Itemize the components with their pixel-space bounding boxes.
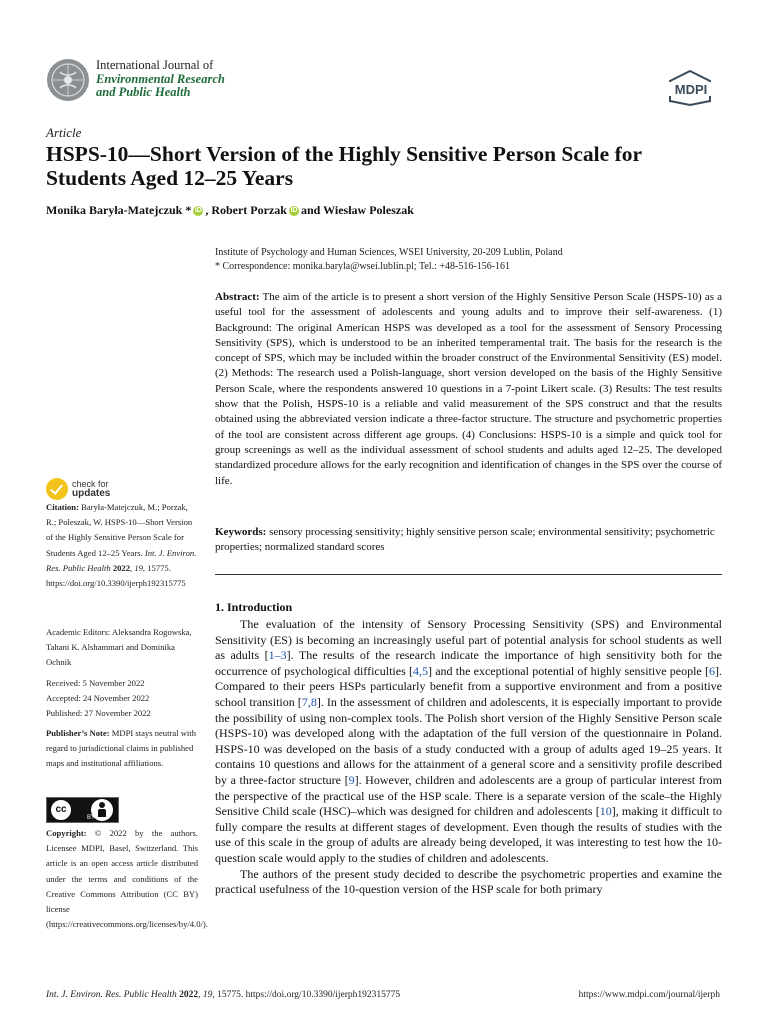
copyright-label: Copyright:	[46, 828, 87, 838]
citation-link[interactable]: 10	[599, 804, 612, 819]
footer-doi[interactable]: , 15775. https://doi.org/10.3390/ijerph192315775	[212, 990, 401, 1000]
citation	[46, 500, 198, 591]
keywords	[215, 525, 722, 556]
citation-link[interactable]: 9	[348, 772, 355, 787]
author-name[interactable]: Monika Baryła-Matejczuk *	[46, 203, 192, 217]
check-updates-line1: check for	[72, 478, 109, 489]
citation-text: Baryła-Matejczuk, M.; Porzak, R.; Poleszak, W. HSPS-10—Short Version of the Highly Sensitive Person Scale for Students Aged 12–25 Years.	[46, 502, 193, 558]
academic-editors: Academic Editors: Aleksandra Rogowska, Tahani K. Alshammari and Dominika Ochnik	[46, 627, 192, 668]
journal-name-line3: and Public Health	[96, 85, 191, 99]
citation-label: Citation:	[46, 502, 79, 512]
by-label: BY	[87, 815, 96, 821]
cc-icon: cc	[49, 798, 73, 822]
publisher-note	[46, 726, 198, 772]
footer-year: 2022	[176, 990, 199, 1000]
footer-volume: , 19	[198, 990, 213, 1000]
paragraph: The authors of the present study decided to describe the psychometric properties and examine the practical usefulness of the 10-question version of the HSP scale for both primary	[215, 866, 722, 897]
copyright	[46, 826, 208, 932]
paragraph: The evaluation of the intensity of Sensory Processing Sensitivity (SPS) and Environmental Sensitivity (ES) is becoming an increasingly useful part of potential analysis for school students as well as adults [1–3]. The results of the research indicate the importance of high sensitivity both for the occurrence of psychological difficulties [4,5] and the exceptional potential of highly sensitive people [6]. Compared to their peers HSPs particularly benefit from a supportive environment and from a positive school transition [7,8]. In the assessment of children and adolescents, it is especially important to provide the possibility of using non-complex tools. The Polish short version of the Highly Sensitive Person scale (HSPS-10) was developed along with the adaptation of the full version of the questionnaire in Poland. HSPS-10 was developed on the basis of a study conducted with a group of adults aged 19–25 years. It contains 10 questions and allows for the attainment of a general score and a sensitivity profile described by a three-factor structure [9]. However, children and adolescents are a group of particular interest from the perspective of the practical use of the HSP scale. There is a separate version of the scale–the Highly Sensitive Child scale (HSC)–which was designed for children and adolescents [10], making it difficult to fully compare the results at different stages of development. Even though the results of studies with the use of this scale in the group of adults are already being developed, it was interesting to test how the 10-question scale would apply to the studies of children and adolescents.	[215, 617, 723, 865]
correspondence: * Correspondence: monika.baryla@wsei.lublin.pl; Tel.: +48-516-156-161	[215, 261, 511, 272]
author-name[interactable]: and Wiesław Poleszak	[300, 203, 414, 217]
received-date: Received: 5 November 2022	[46, 678, 145, 688]
check-updates-line2: updates	[72, 488, 111, 499]
author-name[interactable]: , Robert Porzak	[205, 203, 287, 217]
orcid-icon[interactable]: iD	[290, 206, 298, 214]
article-type: Article	[46, 125, 82, 140]
check-icon	[46, 478, 68, 500]
citation-link[interactable]: 6	[709, 663, 715, 678]
abstract-label: Abstract:	[215, 291, 260, 303]
cc-by-license-badge[interactable]	[46, 797, 119, 823]
journal-logo-icon	[46, 58, 90, 102]
orcid-icon[interactable]: iD	[194, 206, 202, 214]
footer-citation	[46, 990, 400, 1000]
citation-doi[interactable]: , 15775. https://doi.org/10.3390/ijerph192315775	[46, 562, 186, 589]
publisher-note-text: MDPI stays neutral with regard to jurisdictional claims in published maps and institutional affiliations.	[46, 728, 196, 769]
citation-link[interactable]: 1–3	[268, 648, 287, 663]
citation-link[interactable]: 4,5	[412, 663, 428, 678]
section-heading: 1. Introduction	[215, 600, 293, 614]
published-date: Published: 27 November 2022	[46, 708, 151, 719]
abstract	[215, 290, 722, 489]
citation-link[interactable]: 7,8	[301, 694, 317, 709]
footer-journal: Int. J. Environ. Res. Public Health	[46, 990, 177, 1000]
keywords-label: Keywords:	[215, 526, 267, 538]
accepted-date: Accepted: 24 November 2022	[46, 693, 150, 704]
check-for-updates-button[interactable]	[46, 478, 110, 500]
journal-name-line2: Environmental Research	[96, 71, 225, 86]
publication-dates	[46, 676, 198, 722]
publisher-note-label: Publisher’s Note:	[46, 728, 110, 738]
introduction-body	[215, 617, 722, 898]
mdpi-logo-text: MDPI	[674, 82, 708, 97]
citation-year: 2022	[110, 562, 131, 573]
footer-journal-url[interactable]: https://www.mdpi.com/journal/ijerph	[578, 990, 720, 1000]
author-list	[46, 203, 414, 218]
paper-title: HSPS-10—Short Version of the Highly Sensitive Person Scale for Students Aged 12–25 Years	[46, 142, 642, 190]
citation-volume: , 19	[130, 562, 143, 573]
journal-name-line1: International Journal of	[96, 58, 214, 72]
journal-name	[96, 59, 225, 100]
copyright-text: © 2022 by the authors. Licensee MDPI, Basel, Switzerland. This article is an open access article distributed under the terms and conditions of the Creative Commons Attribution (CC BY) license (https://creativecommons.org/licenses/by/4.0/).	[46, 828, 208, 930]
section-divider	[215, 574, 722, 575]
citation-journal: Int. J. Environ. Res. Public Health	[46, 547, 197, 573]
affiliation: Institute of Psychology and Human Sciences, WSEI University, 20-209 Lublin, Poland	[215, 247, 563, 258]
mdpi-logo-icon	[660, 68, 720, 108]
keywords-text: sensory processing sensitivity; highly sensitive person scale; environmental sensitivity; psychometric properties; normalized standard scores	[215, 526, 715, 554]
abstract-text: The aim of the article is to present a short version of the Highly Sensitive Person Scale (HSPS-10) as a useful tool for the assessment of adolescents and young adults and to improve their self-awareness. (1) Background: The original American HSPS was developed as a tool for the assessment of Sensory Processing Sensitivity (SPS), which is understood to be an inherited temperamental trait. The basis for the research is the concept of SPS, which may be included within the broader construct of the Environmental Sensitivity (ES) model. (2) Methods: The research used a Polish-language, short version developed on the basis of the Highly Sensitive Person Scale, where the respondents answered 10 questions in a 7-point Likert scale. (3) Results: The test results show that the Polish, HSPS-10 is a reliable and valid measurement of the SPS construct and that the results obtained using the abbreviated version indicate a three-factor structure. The structure and psychometric properties of the tool are consistent across different age groups. (4) Conclusions: HSPS-10 is a simple and quick tool for group screenings as well as the individual assessment of school students and adults aged 12–25. The developed standardized procedure allows for the early recognition and identification of changes in the SPS over the course of life.	[215, 291, 722, 487]
